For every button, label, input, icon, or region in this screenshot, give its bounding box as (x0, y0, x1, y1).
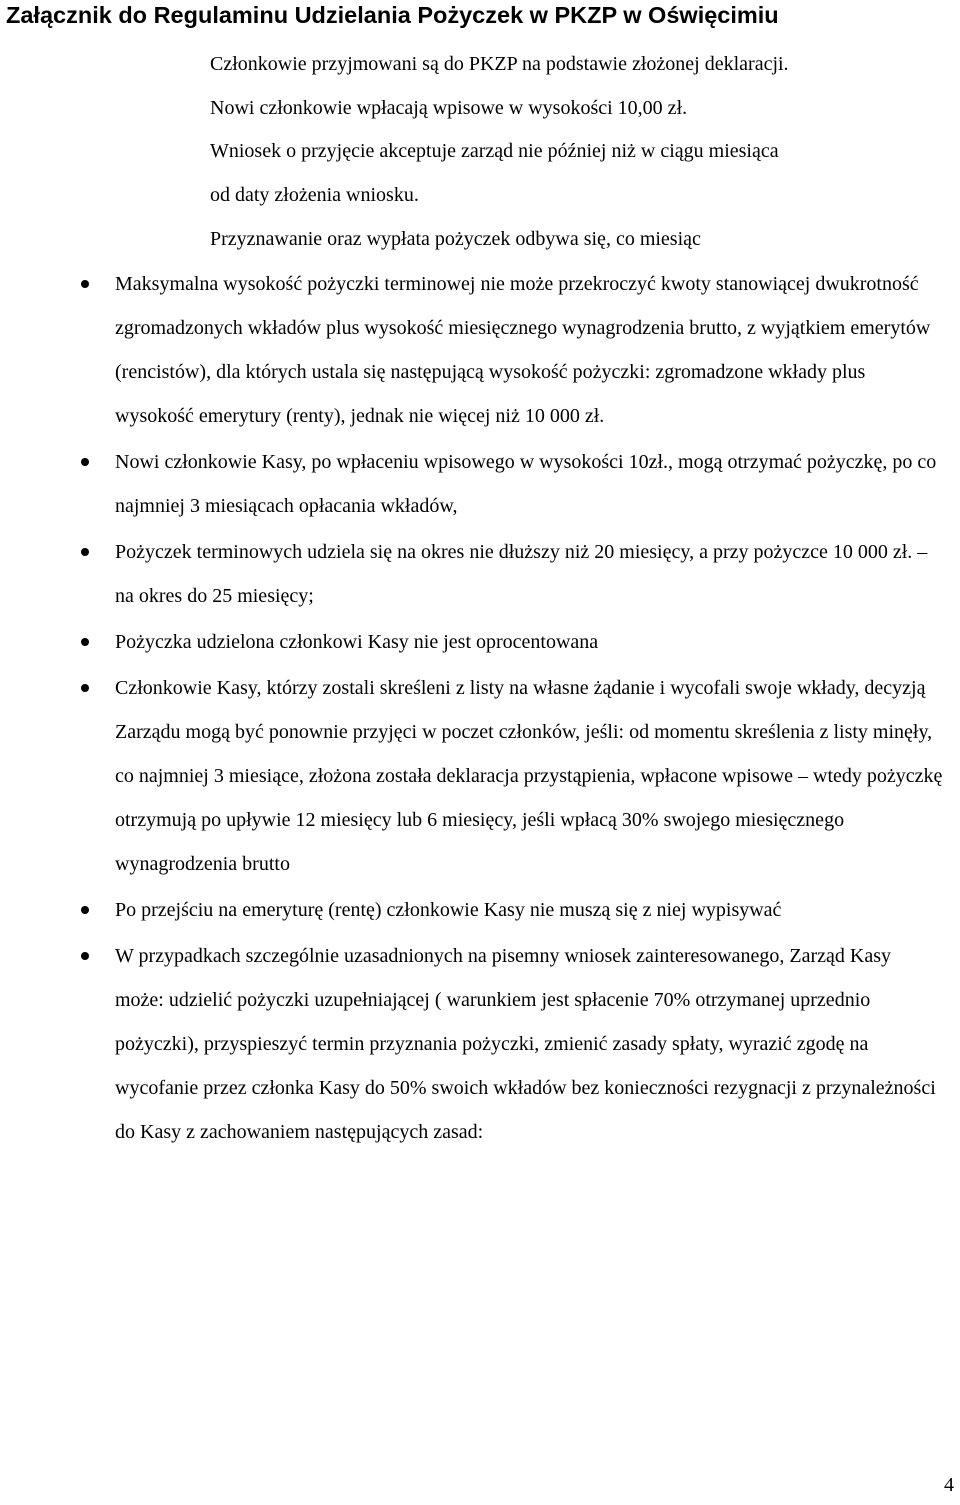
rule-text: Członkowie Kasy, którzy zostali skreśleni z listy na własne żądanie i wycofali swoje wkłady, decyzją Zarządu mogą być ponownie przyjęci w poczet członków, jeśli: od momentu skreślenia z listy minęły, co najmniej 3 miesiące, złożona została deklaracja przystąpienia, wpłacone wpisowe – wtedy pożyczkę otrzymują po upływie 12 miesięcy lub 6 miesięcy, jeśli wpłacą 30% swojego miesięcznego wynagrodzenia brutto (115, 677, 943, 875)
document-title: Załącznik do Regulaminu Udzielania Pożyczek w PKZP w Oświęcimiu (6, 2, 779, 28)
rule-item (115, 888, 943, 932)
rule-item (115, 620, 943, 664)
bullet-icon (81, 458, 89, 466)
rule-text: Pożyczka udzielona członkowi Kasy nie jest oprocentowana (115, 631, 599, 653)
intro-line: Członkowie przyjmowani są do PKZP na podstawie złożonej deklaracji. (210, 53, 789, 75)
bullet-icon (81, 906, 89, 914)
bullet-icon (81, 638, 89, 646)
bullet-icon (81, 684, 89, 692)
rule-item (115, 440, 943, 528)
rule-item (115, 530, 943, 618)
intro-line: od daty złożenia wniosku. (210, 183, 419, 206)
subheading: Przyznawanie oraz wypłata pożyczek odbywa się, co miesiąc (210, 228, 701, 250)
rule-item (115, 934, 943, 1154)
intro-block (210, 43, 940, 217)
bullet-icon (81, 280, 89, 288)
rule-text: Pożyczek terminowych udziela się na okres nie dłuższy niż 20 miesięcy, a przy pożyczce 10 000 zł. – na okres do 25 miesięcy; (115, 541, 928, 607)
bullet-icon (81, 952, 89, 960)
rules-list (115, 262, 943, 1156)
page-number: 4 (944, 1474, 954, 1496)
rule-text: Po przejściu na emeryturę (rentę) członkowie Kasy nie muszą się z niej wypisywać (115, 899, 782, 921)
rule-item (115, 262, 943, 438)
intro-line: Nowi członkowie wpłacają wpisowe w wysokości 10,00 zł. (210, 96, 688, 119)
rule-text: W przypadkach szczególnie uzasadnionych na pisemny wniosek zainteresowanego, Zarząd Kasy może: udzielić pożyczki uzupełniającej ( warunkiem jest spłacenie 70% otrzymanej uprzednio pożyczki), przyspieszyć termin przyznania pożyczki, zmienić zasady spłaty, wyrazić zgodę na wycofanie przez członka Kasy do 50% swoich wkładów bez konieczności rezygnacji z przynależności do Kasy z zachowaniem następujących zasad: (115, 945, 936, 1143)
intro-line: Wniosek o przyjęcie akceptuje zarząd nie później niż w ciągu miesiąca (210, 140, 779, 162)
bullet-icon (81, 548, 89, 556)
rule-text: Nowi członkowie Kasy, po wpłaceniu wpisowego w wysokości 10zł., mogą otrzymać pożyczkę, po co najmniej 3 miesiącach opłacania wkładów, (115, 451, 937, 517)
rule-text: Maksymalna wysokość pożyczki terminowej nie może przekroczyć kwoty stanowiącej dwukrotność zgromadzonych wkładów plus wysokość miesięcznego wynagrodzenia brutto, z wyjątkiem emerytów (rencistów), dla których ustala się następującą wysokość pożyczki: zgromadzone wkłady plus wysokość emerytury (renty), jednak nie więcej niż 10 000 zł. (115, 273, 931, 427)
rule-item (115, 666, 943, 886)
